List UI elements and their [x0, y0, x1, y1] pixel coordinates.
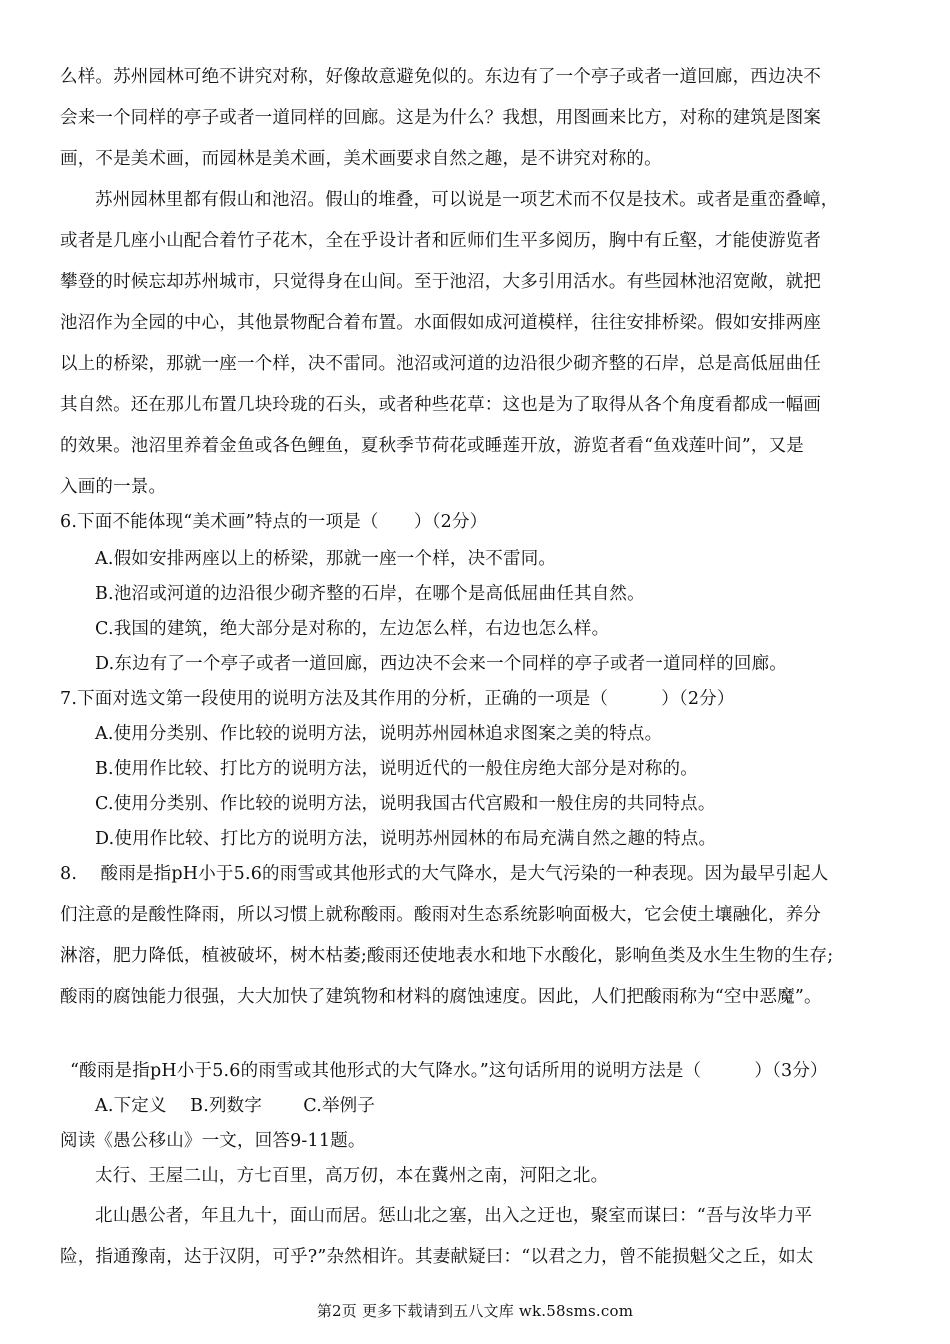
passage-line: 入画的一景。	[60, 477, 167, 497]
passage-line: 攀登的时候忘却苏州城市，只觉得身在山间。至于池沼，大多引用活水。有些园林池沼宽敞，就把	[60, 272, 822, 292]
passage-line: 池沼作为全园的中心，其他景物配合着布置。水面假如成河道模样，往往安排桥梁。假如安排两座	[60, 313, 822, 333]
reading-paragraph: 险，指通豫南，达于汉阴，可乎?”杂然相许。其妻献疑曰：“以君之力，曾不能损魁父之丘，如太	[60, 1247, 814, 1267]
question-6-stem: 6.下面不能体现“美术画”特点的一项是（ ）（2分）	[60, 512, 488, 532]
passage-line: 会来一个同样的亭子或者一道同样的回廊。这是为什么？我想，用图画来比方，对称的建筑是图案	[60, 108, 822, 128]
reading-paragraph: 北山愚公者，年且九十，面山而居。惩山北之塞，出入之迂也，聚室而谋曰：“吾与汝毕力平	[95, 1206, 813, 1226]
question-8-text: 淋溶，肥力降低，植被破坏，树木枯萎;酸雨还使地表水和地下水酸化，影响鱼类及水生生物的生存;	[60, 946, 834, 966]
passage-line: 苏州园林里都有假山和池沼。假山的堆叠，可以说是一项艺术而不仅是技术。或者是重峦叠嶂，	[95, 190, 839, 210]
question-6-option-b: B.池沼或河道的边沿很少砌齐整的石岸，在哪个是高低屈曲任其自然。	[95, 584, 645, 604]
passage-line: 的效果。池沼里养着金鱼或各色鲤鱼，夏秋季节荷花或睡莲开放，游览者看“鱼戏莲叶间”，又是	[60, 436, 804, 456]
question-8-text: 们注意的是酸性降雨，所以习惯上就称酸雨。酸雨对生态系统影响面极大，它会使土壤融化，养分	[60, 905, 822, 925]
question-8-question: “酸雨是指pH小于5.6的雨雪或其他形式的大气降水。”这句话所用的说明方法是（ ）（3分）	[70, 1061, 828, 1081]
question-7-stem: 7.下面对选文第一段使用的说明方法及其作用的分析，正确的一项是（ ）（2分）	[60, 689, 735, 709]
passage-line: 以上的桥梁，那就一座一个样，决不雷同。池沼或河道的边沿很少砌齐整的石岸，总是高低屈曲任	[60, 354, 822, 374]
reading-intro: 阅读《愚公移山》一文，回答9-11题。	[60, 1131, 366, 1151]
passage-line: 么样。苏州园林可绝不讲究对称，好像故意避免似的。东边有了一个亭子或者一道回廊，西边决不	[60, 67, 822, 87]
question-7-option-a: A.使用分类别、作比较的说明方法，说明苏州园林追求图案之美的特点。	[95, 724, 663, 744]
question-8-text: 酸雨的腐蚀能力很强，大大加快了建筑物和材料的腐蚀速度。因此，人们把酸雨称为“空中恶魔”。	[60, 987, 822, 1007]
question-6-option-d: D.东边有了一个亭子或者一道回廊，西边决不会来一个同样的亭子或者一道同样的回廊。	[95, 654, 787, 674]
passage-line: 画，不是美术画，而园林是美术画，美术画要求自然之趣，是不讲究对称的。	[60, 149, 662, 169]
passage-line: 或者是几座小山配合着竹子花木，全在乎设计者和匠师们生平多阅历，胸中有丘壑，才能使游览者	[60, 231, 822, 251]
question-6-option-c: C.我国的建筑，绝大部分是对称的，左边怎么样，右边也怎么样。	[95, 619, 610, 639]
question-7-option-c: C.使用分类别、作比较的说明方法，说明我国古代宫殿和一般住房的共同特点。	[95, 794, 716, 814]
question-7-option-b: B.使用作比较、打比方的说明方法，说明近代的一般住房绝大部分是对称的。	[95, 759, 698, 779]
question-7-option-d: D.使用作比较、打比方的说明方法，说明苏州园林的布局充满自然之趣的特点。	[95, 829, 717, 849]
question-8-text: 8. 酸雨是指pH小于5.6的雨雪或其他形式的大气降水，是大气污染的一种表现。因为最早引起人	[60, 864, 829, 884]
question-6-option-a: A.假如安排两座以上的桥梁，那就一座一个样，决不雷同。	[95, 549, 557, 569]
reading-paragraph: 太行、王屋二山，方七百里，高万仞，本在冀州之南，河阳之北。	[95, 1166, 609, 1186]
question-8-options: A.下定义 B.列数字 C.举例子	[95, 1096, 376, 1116]
page-footer: 第2页 更多下载请到五八文库 wk.58sms.com	[316, 1302, 634, 1320]
passage-line: 其自然。还在那儿布置几块玲珑的石头，或者种些花草：这也是为了取得从各个角度看都成一幅画	[60, 395, 822, 415]
